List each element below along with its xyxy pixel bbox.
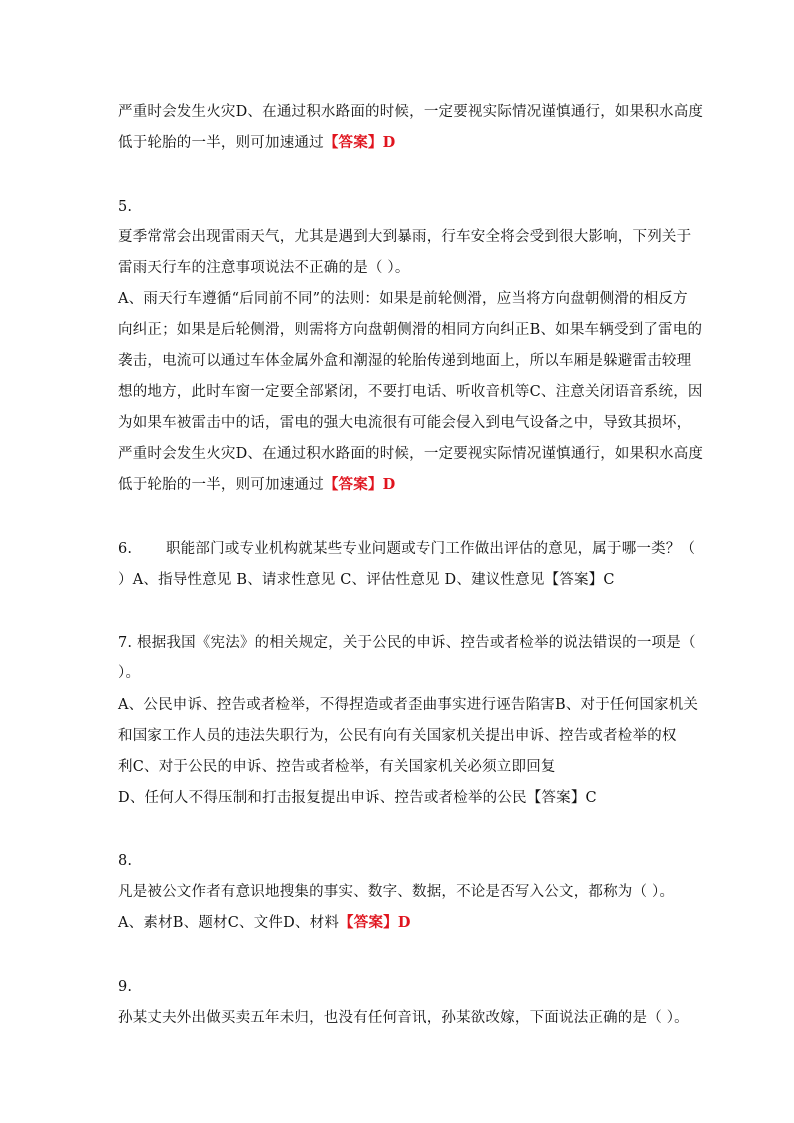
question-8-options-text: A、素材B、题材C、文件D、材料	[118, 915, 340, 931]
question-6-number: 6.	[118, 541, 133, 557]
prev-option-line-1: 严重时会发生火灾D、在通过积水路面的时候，一定要视实际情况谨慎通行，如果积水高度	[118, 104, 704, 120]
question-8-number: 8.	[118, 853, 133, 869]
question-9-stem: 孙某丈夫外出做买卖五年未归，也没有任何音讯，孙某欲改嫁，下面说法正确的是（ ）。	[118, 1010, 689, 1026]
question-8-options	[118, 914, 678, 932]
question-7-option-line-4: D、任何人不得压制和打击报复提出申诉、控告或者检举的公民【答案】C	[118, 790, 597, 806]
question-5-option-line-1: A、雨天行车遵循“后同前不同”的法则：如果是前轮侧滑，应当将方向盘朝侧滑的相反方	[118, 291, 688, 307]
prev-option-text: 低于轮胎的一半，则可加速通过	[118, 135, 324, 151]
question-7-option-line-1: A、公民申诉、控告或者检举，不得捏造或者歪曲事实进行诬告陷害B、对于任何国家机关	[118, 697, 699, 713]
question-7-stem-2: ）。	[118, 665, 141, 681]
question-6-stem-text: 职能部门或专业机构就某些专业问题或专门工作做出评估的意见，属于哪一类？（	[166, 541, 696, 557]
question-9-number: 9.	[118, 979, 133, 995]
question-8-stem: 凡是被公文作者有意识地搜集的事实、数字、数据，不论是否写入公文，都称为（ ）。	[118, 884, 675, 900]
question-5-option-text: 低于轮胎的一半，则可加速通过	[118, 477, 324, 493]
question-5-option-line-2: 向纠正；如果是后轮侧滑，则需将方向盘朝侧滑的相同方向纠正B、如果车辆受到了雷电的	[118, 322, 703, 338]
answer-label: 【答案】D	[339, 914, 411, 931]
question-5-option-line-4: 想的地方，此时车窗一定要全部紧闭，不要打电话、听收音机等C、注意关闭语音系统，因	[118, 384, 703, 400]
question-6-stem-1	[118, 540, 696, 558]
answer-label: 【答案】D	[323, 476, 396, 493]
question-5-number: 5.	[118, 199, 133, 215]
question-5-option-line-3: 袭击，电流可以通过车体金属外盒和潮湿的轮胎传递到地面上，所以车厢是躲避雷击较理	[118, 353, 692, 369]
question-5-option-line-6: 严重时会发生火灾D、在通过积水路面的时候，一定要视实际情况谨慎通行，如果积水高度	[118, 446, 704, 462]
question-7-option-line-3: 利C、对于公民的申诉、控告或者检举，有关国家机关必须立即回复	[118, 759, 556, 775]
question-5-option-line-7	[118, 476, 678, 494]
question-7-stem-1: 7. 根据我国《宪法》的相关规定，关于公民的申诉、控告或者检举的说法错误的一项是（	[118, 635, 696, 651]
prev-option-line-2	[118, 134, 678, 152]
question-5-stem-1: 夏季常常会出现雷雨天气，尤其是遇到大到暴雨，行车安全将会受到很大影响，下列关于	[118, 229, 692, 245]
question-5-stem-2: 雷雨天行车的注意事项说法不正确的是（ ）。	[118, 260, 410, 276]
question-5-option-line-5: 为如果车被雷击中的话，雷电的强大电流很有可能会侵入到电气设备之中，导致其损坏，	[118, 415, 692, 431]
question-7-option-line-2: 和国家工作人员的违法失职行为，公民有向有关国家机关提出申诉、控告或者检举的权	[118, 728, 677, 744]
answer-label: 【答案】D	[323, 134, 396, 151]
question-6-stem-2: ）A、指导性意见 B、请求性意见 C、评估性意见 D、建议性意见【答案】C	[118, 572, 615, 588]
